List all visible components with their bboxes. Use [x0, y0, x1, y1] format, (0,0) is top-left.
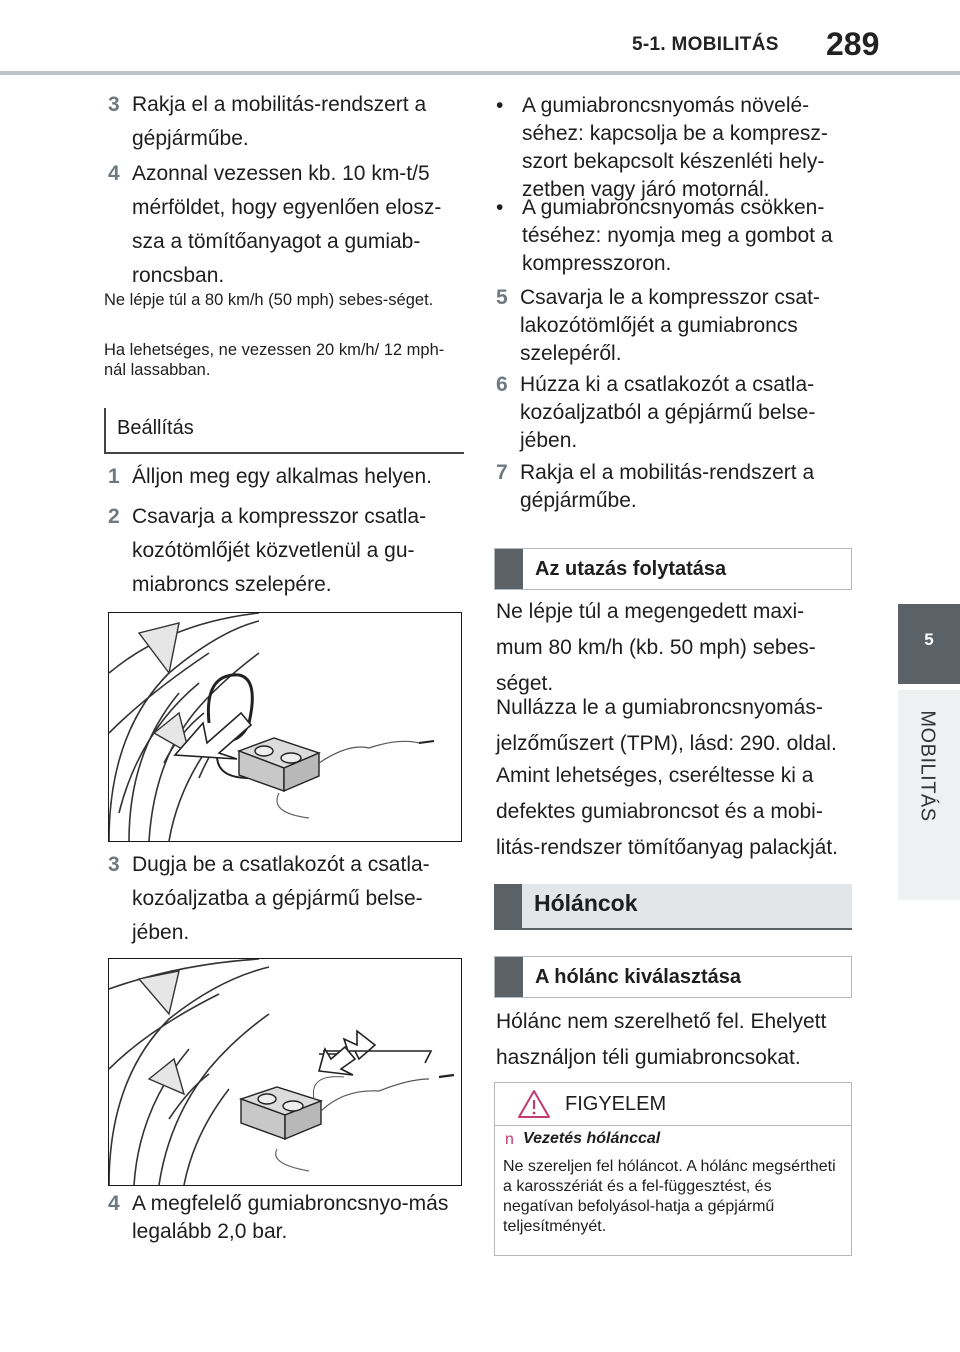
compressor-socket-drawing [109, 959, 461, 1185]
bullet-text: A gumiabroncsnyomás növelé-séhez: kapcsolja be a kompresz-szort bekapcsolt készenléti hely-zetben vagy járó motornál. [522, 94, 828, 201]
step-5-unscrew [496, 284, 846, 368]
no-chains-paragraph: Hólánc nem szerelhető fel. Ehelyett használjon téli gumiabroncsokat. [496, 1010, 827, 1069]
step-4-pressure [108, 1190, 468, 1246]
heading-bar [495, 957, 523, 997]
setting-heading-box [104, 408, 464, 454]
continue-heading: Az utazás folytatása [535, 557, 727, 580]
min-speed-note: Ha lehetséges, ne vezessen 20 km/h/ 12 mph-nál lassabban. [104, 341, 445, 379]
warning-text: Ne szereljen fel hóláncot. A hólánc megsértheti a karosszériát és a fel-függesztést, és negatívan befolyásol-hatja a gépjármű teljesítményét. [503, 1158, 836, 1235]
illustration-hose-to-valve [108, 612, 462, 842]
warning-box [494, 1082, 852, 1256]
warning-header [495, 1083, 851, 1126]
setting-heading: Beállítás [117, 417, 194, 439]
continue-heading-box [494, 548, 852, 590]
step-4-drive [108, 157, 468, 293]
step-text: A megfelelő gumiabroncsnyo-más legalább 2,0 bar. [132, 1192, 449, 1243]
step-text: Dugja be a csatlakozót a csatla-kozóaljzatba a gépjármű belse-jében. [132, 853, 430, 944]
warning-bullet-marker: n [505, 1131, 514, 1148]
step-number: 7 [496, 461, 508, 484]
chapter-label: MOBILITÁS [916, 710, 939, 822]
step-text: Álljon meg egy alkalmas helyen. [132, 465, 432, 488]
bullet-increase-pressure [496, 92, 846, 204]
step-number: 3 [108, 853, 120, 876]
step-text: Csavarja le a kompresszor csat-lakozótömlőjét a gumiabroncs szelepéről. [520, 286, 820, 365]
step-text: Húzza ki a csatlakozót a csatla-kozóaljzatból a gépjármű belse-jében. [520, 373, 816, 452]
step-number: 4 [108, 162, 120, 185]
step-number: 6 [496, 373, 508, 396]
step-3-stow [108, 88, 468, 156]
running-header-section: 5-1. MOBILITÁS [632, 34, 779, 55]
heading-accent [104, 408, 106, 454]
step-text: Csavarja a kompresszor csatla-kozótömlőjét közvetlenül a gu-miabroncs szelepére. [132, 505, 427, 596]
header-rule [0, 71, 960, 75]
chain-select-heading-box [494, 956, 852, 998]
step-text: Rakja el a mobilitás-rendszert a gépjárműbe. [132, 93, 427, 150]
wheel-compressor-drawing [109, 613, 461, 841]
page-number: 289 [826, 26, 880, 62]
step-number: 1 [108, 465, 120, 488]
bullet-dot: • [496, 196, 504, 219]
chapter-number: 5 [924, 630, 934, 649]
step-number: 4 [108, 1192, 120, 1215]
illustration-plug-in [108, 958, 462, 1186]
warning-triangle-icon [517, 1089, 551, 1119]
heading-underline [104, 452, 464, 454]
heading-bar [495, 549, 523, 589]
bullet-dot: • [496, 94, 504, 117]
warning-title: FIGYELEM [565, 1093, 667, 1115]
step-number: 3 [108, 93, 120, 116]
step-1-stop [108, 460, 468, 494]
chains-heading: Hóláncok [534, 890, 638, 916]
bullet-text: A gumiabroncsnyomás csökken-téséhez: nyomja meg a gombot a kompresszoron. [522, 196, 833, 275]
step-6-unplug [496, 371, 846, 455]
chapter-label-vertical [912, 696, 942, 836]
step-text: Azonnal vezessen kb. 10 km-t/5 mérföldet, hogy egyenlően elosz-sza a tömítőanyagot a gumiab-roncsban. [132, 162, 442, 287]
heading-bar [494, 884, 522, 928]
warning-subtitle: Vezetés hólánccal [523, 1130, 661, 1147]
replace-tire-paragraph: Amint lehetséges, cseréltesse ki a defektes gumiabroncsot és a mobi-litás-rendszer tömítőanyag palackját. [496, 764, 838, 859]
step-2-attach-hose [108, 500, 468, 602]
step-number: 2 [108, 505, 120, 528]
step-text: Rakja el a mobilitás-rendszert a gépjárműbe. [520, 461, 815, 512]
step-7-stow [496, 459, 846, 515]
chains-heading-box [494, 884, 852, 930]
speed-note: Ne lépje túl a 80 km/h (50 mph) sebes-séget. [104, 291, 434, 309]
bullet-decrease-pressure [496, 194, 846, 278]
tpm-reset-paragraph: Nullázza le a gumiabroncsnyomás-jelzőműszert (TPM), lásd: 290. oldal. [496, 696, 837, 755]
step-3-plug-connector [108, 848, 468, 950]
speed-limit-paragraph: Ne lépje túl a megengedett maxi-mum 80 km/h (kb. 50 mph) sebes-séget. [496, 600, 816, 695]
chain-select-heading: A hólánc kiválasztása [535, 965, 742, 988]
step-number: 5 [496, 286, 508, 309]
